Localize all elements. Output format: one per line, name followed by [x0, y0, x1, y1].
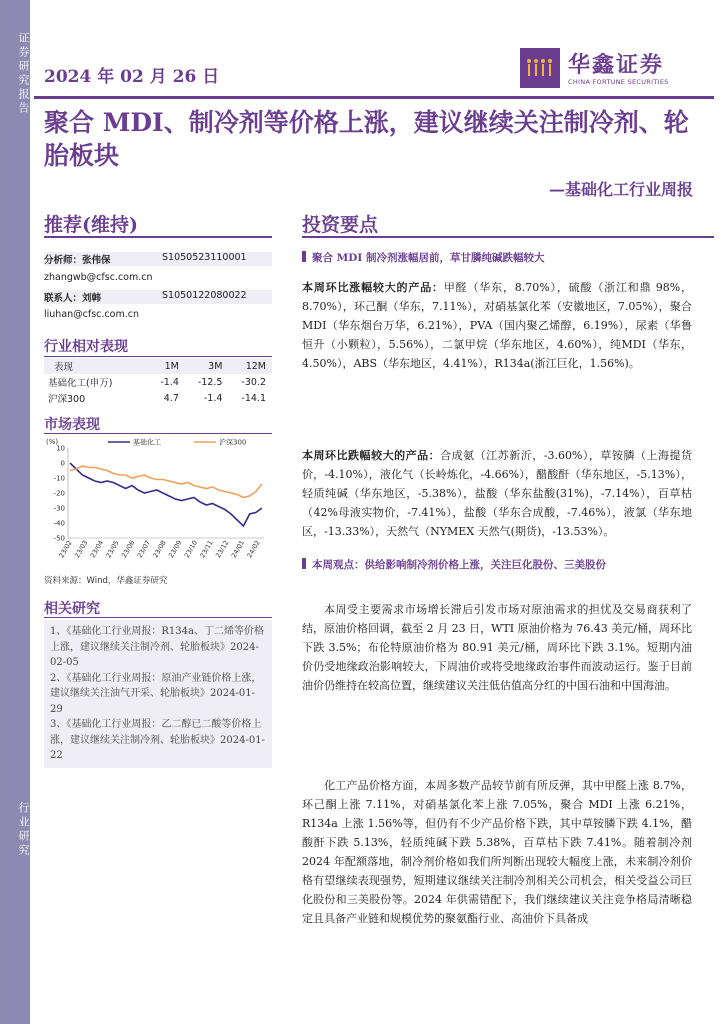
related-item[interactable]: 2、《基础化工行业周报：原油产业链价格上涨，建议继续关注油气开采、轮胎板块》2024-01-29 — [50, 672, 262, 715]
performance-table — [44, 358, 272, 406]
x-tick-label: 23/12 — [214, 539, 231, 560]
section-heading-1 — [302, 249, 692, 267]
report-title: 聚合 MDI、制冷剂等价格上涨，建议继续关注制冷剂、轮胎板块 — [44, 108, 689, 170]
contact-role: 联系人： — [44, 293, 83, 304]
legend-label: 沪深300 — [219, 438, 247, 447]
related-heading: 相关研究 — [44, 601, 100, 617]
x-tick-label: 23/03 — [73, 539, 90, 560]
analyst-email: zhangwb@cfsc.com.cn — [44, 272, 153, 283]
x-tick-label: 23/07 — [135, 539, 153, 560]
y-tick-label: -10 — [53, 474, 65, 483]
y-tick-label: 0 — [60, 459, 65, 468]
x-tick-label: 24/01 — [229, 539, 247, 560]
bullet-mark-icon — [302, 558, 306, 569]
fall-text: 合成氨（江苏新沂，-3.60%），草铵膦（上海提货价，-4.10%），液化气（长岭炼化，-4.66%），醋酸酐（华东地区，-5.13%），轻质纯碱（华东地区，-5.38%），盐酸（华东盐酸(31%)，-7.14%），百草枯（42%母液实物价，-7.41%），盐酸（华东合成酸，-7.46%），液氯（华东地区，-13.33%），天然气（NYMEX 天然气(期货)，-13.53%）。 — [302, 449, 693, 538]
x-tick-label: 23/11 — [198, 539, 215, 560]
contact-cert: S1050122080022 — [162, 290, 247, 301]
related-research-list — [44, 620, 272, 768]
legend-label: 基础化工 — [133, 438, 161, 447]
table-header: 12M — [228, 358, 272, 374]
title-rule — [34, 96, 714, 99]
table-cell: -1.4 — [203, 392, 223, 404]
contact-row — [44, 290, 272, 304]
report-subtitle: —基础化工行业周报 — [548, 180, 693, 199]
table-row — [44, 390, 272, 406]
y-tick-label: -30 — [53, 504, 65, 513]
table-cell: -12.5 — [197, 376, 223, 388]
analyst-cert: S1050523110001 — [162, 252, 247, 263]
x-tick-label: 23/02 — [57, 539, 74, 560]
analyst-name: 张伟保 — [82, 255, 111, 266]
logo-mark-icon — [520, 48, 560, 88]
section-heading-2 — [302, 556, 692, 574]
series-line-基础化工 — [70, 463, 262, 526]
analyst-row — [44, 252, 272, 266]
related-rule — [44, 617, 272, 618]
table-cell: 沪深300 — [48, 394, 86, 405]
x-tick-label: 23/10 — [182, 539, 200, 560]
table-cell: 4.7 — [163, 392, 179, 404]
y-unit-label: (%) — [46, 438, 59, 446]
x-tick-label: 23/04 — [88, 539, 106, 560]
contact-email: liuhan@cfsc.com.cn — [44, 309, 139, 320]
body-paragraph-2: 化工产品价格方面，本周多数产品较节前有所反弹，其中甲醛上涨 8.7%，环己酮上涨 7.11%，对硝基氯化苯上涨 7.05%，聚合 MDI 上涨 6.21%，R134a 上涨 1.56%等，但仍有不少产品价格下跌，其中草铵膦下跌 4.1%，醋酸酐下跌 5.13%，轻质纯碱下跌 5.38%，百草枯下跌 7.41%。随着制冷剂 2024 年配额落地，制冷剂价格如我们所判断出现较大幅度上涨，未来制冷剂价格有望继续表现强势，短期建议继续关注制冷剂相关公司机会，相关受益公司巨化股份和三美股份等。2024 年供需错配下，我们继续建议关注竞争格局清晰稳定且具备产业链和规模优势的聚氨酯行业、高油价下具备成 — [302, 779, 692, 925]
key-points-heading: 投资要点 — [302, 214, 379, 236]
market-performance-chart — [44, 434, 272, 564]
key-points-rule — [302, 236, 714, 238]
table-header-row — [44, 358, 272, 374]
fall-label: 本周环比跌幅较大的产品： — [302, 449, 441, 462]
x-tick-label: 23/09 — [167, 539, 184, 560]
x-tick-label: 23/08 — [151, 539, 168, 560]
report-date: 2024 年 02 月 26 日 — [44, 67, 220, 87]
company-logo — [520, 48, 695, 88]
y-tick-label: -50 — [53, 534, 65, 543]
section-title: 聚合 MDI 制冷剂涨幅居前，草甘膦纯碱跌幅较大 — [312, 252, 545, 264]
table-header: 表现 — [44, 358, 150, 374]
rise-text: 甲醛（华东，8.70%），硫酸（浙江和鼎 98%，8.70%），环己酮（华东，7.11%），对硝基氯化苯（安徽地区，7.05%），聚合 MDI（华东烟台万华，6.21%），PVA（国内聚乙烯醇，6.19%），尿素（华鲁恒升（小颗粒），5.56%），二氯甲烷（华东地区，4.60%），纯MDI（华东，4.50%），ABS（华东地区，4.41%），R134a(浙江巨化，1.56%)。 — [302, 281, 692, 370]
side-label-bottom: 行业研究 — [17, 802, 30, 858]
y-tick-label: 10 — [56, 444, 65, 453]
rating-rule — [44, 236, 272, 238]
related-item[interactable]: 3、《基础化工行业周报：乙二醇已二酸等价格上涨，建议继续关注制冷剂、轮胎板块》2024-01-22 — [50, 719, 265, 761]
performance-rule — [44, 356, 272, 357]
x-tick-label: 23/06 — [120, 539, 137, 560]
section-title: 本周观点：供给影响制冷剂价格上涨，关注巨化股份、三美股份 — [312, 559, 606, 571]
bullet-mark-icon — [302, 251, 306, 262]
table-cell: -30.2 — [241, 376, 266, 388]
table-cell: -1.4 — [160, 376, 179, 388]
logo-text-en: CHINA FORTUNE SECURITIES — [568, 78, 669, 86]
fall-paragraph — [302, 446, 692, 541]
related-item[interactable]: 1、《基础化工行业周报：R134a、丁二烯等价格上涨，建议继续关注制冷剂、轮胎板块》2024-02-05 — [50, 626, 264, 668]
logo-text-cn: 华鑫证券 — [568, 53, 665, 78]
contact-name: 刘韩 — [82, 293, 102, 304]
source-note: 资料来源：Wind，华鑫证券研究 — [44, 576, 168, 586]
y-tick-label: -40 — [53, 519, 65, 528]
side-bar — [0, 0, 30, 1024]
rise-paragraph — [302, 278, 692, 373]
performance-heading: 行业相对表现 — [44, 339, 128, 355]
analyst-role: 分析师： — [44, 255, 83, 266]
rise-label: 本周环比涨幅较大的产品： — [302, 281, 444, 294]
body-paragraph-1: 本周受主要需求市场增长滞后引发市场对原油需求的担忧及交易商获利了结，原油价格回调，截至 2 月 23 日，WTI 原油价格为 76.43 美元/桶，周环比下跌 3.5%；布伦特原油价格为 80.91 美元/桶，周环比下跌 3.1%。短期内油价仍受地缘政治影响较大，下周油价或将受地缘政治事件而波动运行。鉴于目前油价仍维持在较高位置，继续建议关注低估值高分红的中国石油和中国海油。 — [302, 603, 692, 692]
market-heading: 市场表现 — [44, 417, 100, 433]
table-header: 3M — [185, 358, 229, 374]
table-cell: -14.1 — [241, 392, 266, 404]
x-tick-label: 24/02 — [245, 539, 262, 560]
table-row — [44, 374, 272, 390]
rating-heading: 推荐(维持) — [44, 214, 138, 236]
table-cell: 基础化工(申万) — [48, 378, 113, 389]
y-tick-label: -20 — [53, 489, 65, 498]
side-label-top: 证券研究报告 — [17, 32, 30, 116]
x-tick-label: 23/05 — [104, 539, 121, 560]
table-header: 1M — [150, 358, 185, 374]
